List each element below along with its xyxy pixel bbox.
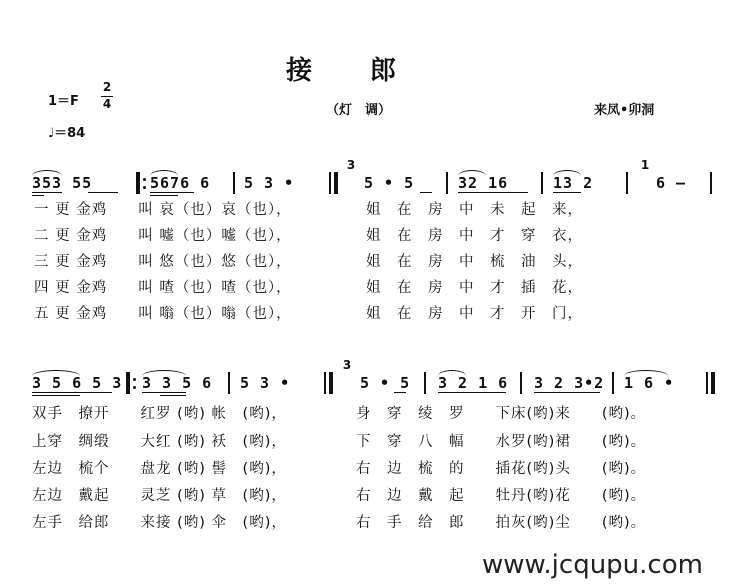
barline [329, 172, 331, 194]
measure-13: 3 2 3•2 [534, 374, 605, 392]
lyric-line: 姐 在 房 中 梳 油 头， [366, 254, 583, 270]
song-title: 接 郎 [286, 56, 399, 86]
barline [228, 372, 230, 394]
barline [446, 172, 448, 194]
lyric-line: 右 手 给 郎 拍灰(哟)尘 (哟)。 [356, 515, 647, 531]
time-signature-top: 2 [102, 80, 112, 94]
beam [420, 192, 432, 193]
beam [458, 192, 528, 193]
repeat-end-barline [329, 372, 333, 394]
beam [88, 192, 118, 193]
tempo-marking: ♩＝84 [48, 126, 86, 141]
final-barline [706, 372, 708, 394]
repeat-start-barline [126, 372, 130, 394]
time-signature-bottom: 4 [102, 97, 112, 111]
time-change: 1 [640, 158, 650, 172]
barline [626, 172, 628, 194]
lyric-line: 左边 梳个 盘龙 (哟) 髻 (哟)， [32, 461, 287, 477]
measure-5: 32 16 [458, 174, 509, 192]
repeat-dot [143, 186, 146, 189]
lyric-line: 左手 给郎 来接 (哟) 伞 (哟)， [32, 515, 287, 531]
lyric-line: 右 边 梳 的 插花(哟)头 (哟)。 [356, 461, 647, 477]
repeat-dot [133, 386, 136, 389]
repeat-end-barline [334, 172, 338, 194]
time-change: 3 [342, 358, 352, 372]
barline [324, 372, 326, 394]
lyric-line: 四 更 金鸡 叫 喳（也）喳（也）， [34, 280, 292, 296]
beam [32, 395, 80, 396]
lyric-line: 身 穿 绫 罗 下床(哟)来 (哟)。 [356, 406, 647, 422]
lyric-line: 五 更 金鸡 叫 嗡（也）嗡（也）， [34, 306, 292, 322]
barline [424, 372, 426, 394]
lyric-line: 一 更 金鸡 叫 哀（也）哀（也）， [34, 202, 292, 218]
measure-6: 13 2 [553, 174, 594, 192]
repeat-dot [143, 178, 146, 181]
measure-3: 5 3 • [244, 174, 295, 192]
barline [541, 172, 543, 194]
beam [553, 192, 581, 193]
lyric-line: 下 穿 八 幅 水罗(哟)裙 (哟)。 [356, 434, 647, 450]
measure-7: 6 — [656, 174, 687, 192]
measure-11: 5 • 5 [360, 374, 411, 392]
barline [233, 172, 235, 194]
lyric-line: 三 更 金鸡 叫 悠（也）悠（也）， [34, 254, 292, 270]
measure-10: 5 3 • [240, 374, 291, 392]
lyric-line: 上穿 绸缎 大红 (哟) 袄 (哟)， [32, 434, 287, 450]
beam [150, 192, 194, 193]
key-signature: 1＝F [48, 94, 79, 109]
credit: 来凤•卯洞 [594, 103, 655, 118]
lyric-line: 姐 在 房 中 才 穿 衣， [366, 228, 583, 244]
measure-4: 5 • 5 [364, 174, 415, 192]
beam [160, 395, 186, 396]
beam [32, 192, 62, 193]
measure-8: 3 5 6 5 3 [32, 374, 123, 392]
measure-9: 3 3 5 6 [142, 374, 213, 392]
beam [150, 195, 178, 196]
measure-14: 1 6 • [624, 374, 675, 392]
beam [142, 392, 186, 393]
beam [438, 392, 506, 393]
beam [534, 392, 600, 393]
beam [32, 392, 112, 393]
measure-1: 353 55 [32, 174, 93, 192]
measure-12: 3 2 1 6 [438, 374, 509, 392]
beam [394, 392, 406, 393]
lyric-line: 姐 在 房 中 才 开 门， [366, 306, 583, 322]
time-change: 3 [346, 158, 356, 172]
barline [710, 172, 712, 194]
measure-2: 5676 6 [150, 174, 211, 192]
repeat-dot [133, 378, 136, 381]
lyric-line: 左边 戴起 灵芝 (哟) 草 (哟)， [32, 488, 287, 504]
lyric-line: 姐 在 房 中 未 起 来， [366, 202, 583, 218]
lyric-line: 右 边 戴 起 牡丹(哟)花 (哟)。 [356, 488, 647, 504]
lyric-line: 双手 撩开 红罗 (哟) 帐 (哟)， [32, 406, 287, 422]
lyric-line: 二 更 金鸡 叫 嘘（也）嘘（也）， [34, 228, 292, 244]
subtitle: （灯 调） [326, 103, 392, 118]
barline [612, 372, 614, 394]
watermark: www.jcqupu.com [482, 550, 703, 580]
beam [32, 195, 44, 196]
barline [520, 372, 522, 394]
final-barline-thick [711, 372, 715, 394]
lyric-line: 姐 在 房 中 才 插 花， [366, 280, 583, 296]
repeat-start-barline [136, 172, 140, 194]
